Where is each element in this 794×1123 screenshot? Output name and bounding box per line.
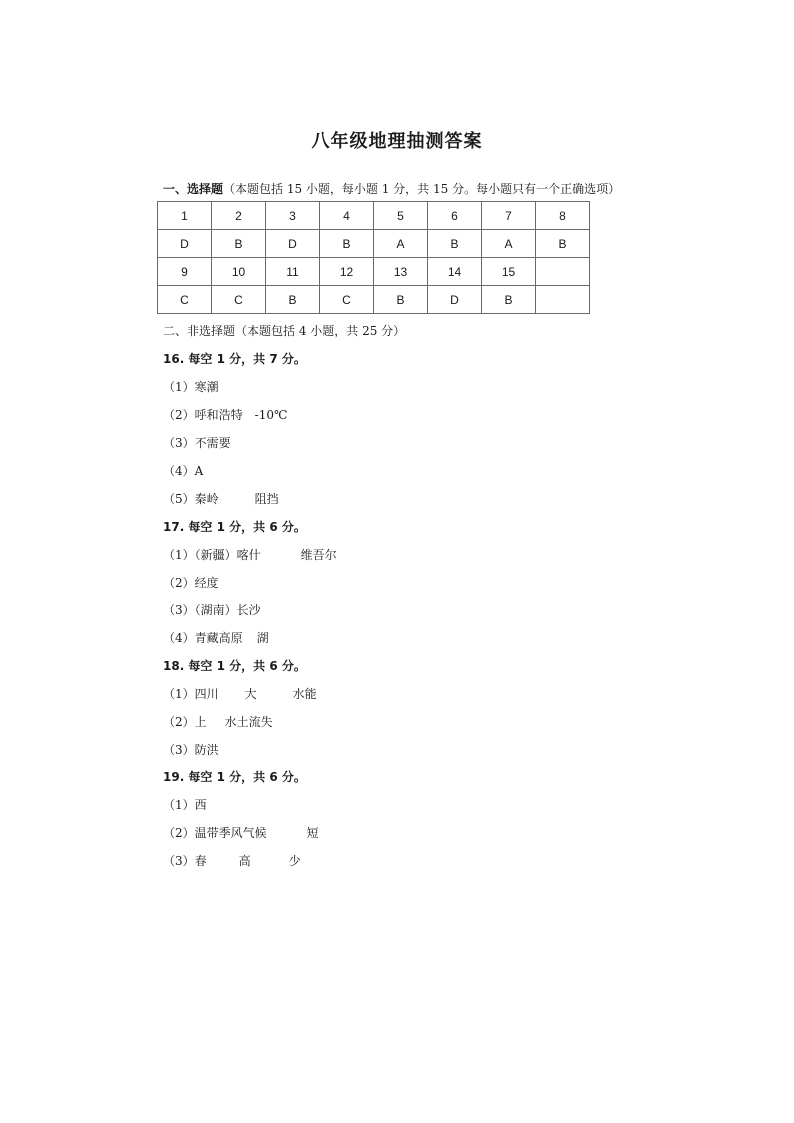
- table-cell: B: [374, 286, 428, 314]
- table-row: [158, 286, 590, 314]
- table-cell: D: [428, 286, 482, 314]
- table-cell: 4: [320, 202, 374, 230]
- table-row: [158, 230, 590, 258]
- table-cell: D: [158, 230, 212, 258]
- q16-answer-5: [163, 490, 279, 507]
- answer-table: [157, 201, 590, 314]
- table-cell: C: [158, 286, 212, 314]
- q18-answer-1a: （1）四川: [163, 687, 219, 701]
- q17-answer-4b: 湖: [256, 631, 269, 645]
- table-cell: B: [212, 230, 266, 258]
- q19-answer-2b: 短: [306, 826, 319, 840]
- q17-answer-4: [163, 629, 269, 646]
- q18-answer-1c: 水能: [292, 687, 317, 701]
- table-cell: A: [482, 230, 536, 258]
- q19-answer-2: [163, 824, 319, 841]
- q17-answer-2: （2）经度: [163, 576, 219, 590]
- q18-answer-2: [163, 713, 273, 730]
- page-title: 八年级地理抽测答案: [311, 131, 483, 152]
- table-cell: 11: [266, 258, 320, 286]
- q19-header: 19. 每空 1 分，共 6 分。: [163, 770, 306, 784]
- table-cell: C: [320, 286, 374, 314]
- table-cell: C: [212, 286, 266, 314]
- q19-answer-3: [163, 852, 301, 869]
- section2-note: （本题包括 4 小题，共 25 分）: [235, 324, 406, 338]
- table-row: [158, 258, 590, 286]
- table-cell: D: [266, 230, 320, 258]
- q16-answer-3: （3）不需要: [163, 436, 231, 450]
- table-cell: 13: [374, 258, 428, 286]
- table-cell: B: [536, 230, 590, 258]
- table-cell: 7: [482, 202, 536, 230]
- section2-heading: [163, 322, 405, 339]
- q19-answer-3b: 高: [238, 854, 251, 868]
- table-cell: A: [374, 230, 428, 258]
- section1-note: （本题包括 15 小题，每小题 1 分，共 15 分。每小题只有一个正确选项）: [223, 182, 621, 196]
- table-cell: 5: [374, 202, 428, 230]
- q16-answer-1: （1）寒潮: [163, 380, 219, 394]
- table-cell: 6: [428, 202, 482, 230]
- table-cell: 14: [428, 258, 482, 286]
- q17-answer-4a: （4）青藏高原: [163, 631, 243, 645]
- q19-answer-3a: （3）春: [163, 854, 207, 868]
- table-cell: 8: [536, 202, 590, 230]
- table-row: [158, 202, 590, 230]
- table-cell: 2: [212, 202, 266, 230]
- table-cell: 12: [320, 258, 374, 286]
- q16-answer-4: （4）A: [163, 464, 204, 478]
- q17-answer-3: （3）（湖南）长沙: [163, 603, 261, 617]
- q16-answer-5a: （5）秦岭: [163, 492, 219, 506]
- q18-answer-1b: 大: [244, 687, 257, 701]
- q19-answer-3c: 少: [288, 854, 301, 868]
- table-cell: B: [320, 230, 374, 258]
- q19-answer-2a: （2）温带季风气候: [163, 826, 267, 840]
- section1-heading: [163, 180, 620, 197]
- q18-answer-2a: （2）上: [163, 715, 207, 729]
- q16-answer-2b: -10℃: [254, 408, 288, 422]
- q19-answer-1: （1）西: [163, 798, 207, 812]
- table-cell: [536, 258, 590, 286]
- table-cell: 3: [266, 202, 320, 230]
- q16-header: 16. 每空 1 分，共 7 分。: [163, 352, 306, 366]
- section1-title: 一、选择题: [163, 182, 224, 196]
- table-cell: 15: [482, 258, 536, 286]
- q17-answer-1: [163, 546, 337, 563]
- table-cell: 9: [158, 258, 212, 286]
- q16-answer-5b: 阻挡: [254, 492, 279, 506]
- q17-answer-1b: 维吾尔: [300, 548, 337, 562]
- table-cell: B: [428, 230, 482, 258]
- table-cell: B: [482, 286, 536, 314]
- q17-header: 17. 每空 1 分，共 6 分。: [163, 520, 306, 534]
- q16-answer-2: [163, 406, 287, 423]
- table-cell: B: [266, 286, 320, 314]
- q18-answer-2b: 水土流失: [224, 715, 273, 729]
- table-cell: 10: [212, 258, 266, 286]
- q17-answer-1a: （1）（新疆）喀什: [163, 548, 261, 562]
- q16-answer-2a: （2）呼和浩特: [163, 408, 243, 422]
- table-cell: [536, 286, 590, 314]
- q18-answer-3: （3）防洪: [163, 743, 219, 757]
- section2-title: 二、非选择题: [163, 324, 236, 338]
- table-cell: 1: [158, 202, 212, 230]
- q18-answer-1: [163, 685, 317, 702]
- q18-header: 18. 每空 1 分，共 6 分。: [163, 659, 306, 673]
